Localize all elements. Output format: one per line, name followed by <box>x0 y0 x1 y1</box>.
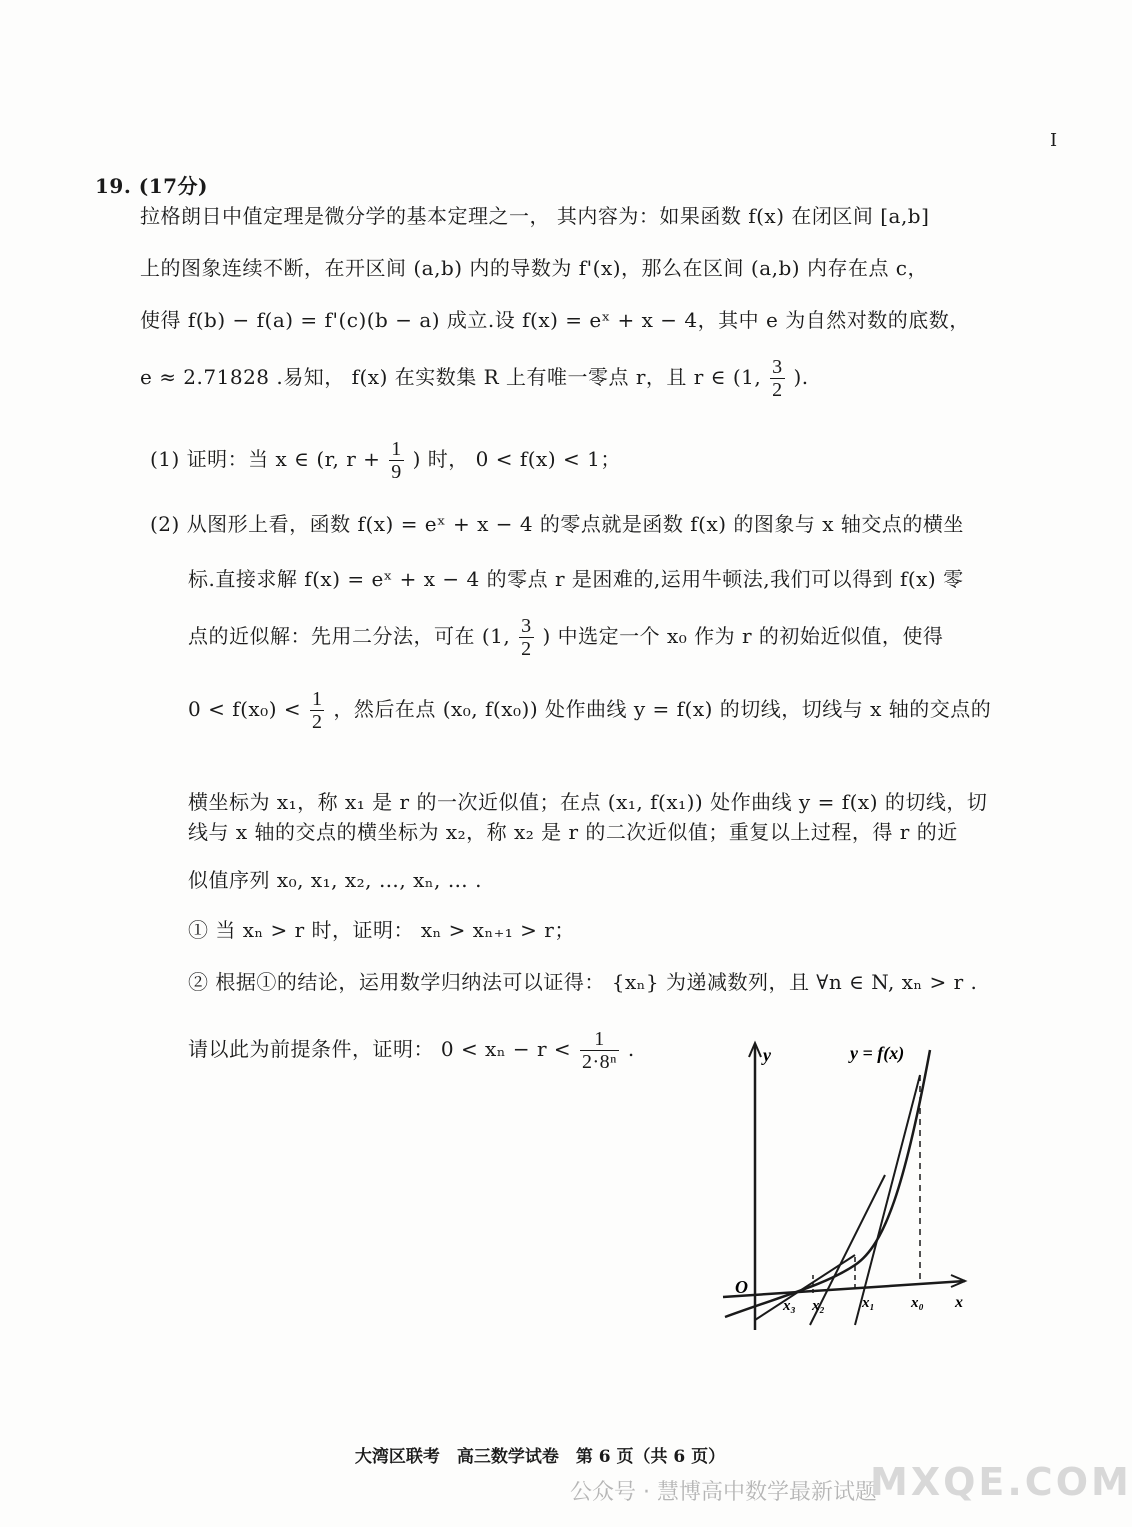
frac-num: 1 <box>311 688 323 710</box>
tangent-at-x2 <box>755 1255 855 1320</box>
final-text-b: . <box>627 1037 635 1061</box>
margin-mark: I <box>1050 130 1058 151</box>
part-2-line-6: 线与 x 轴的交点的横坐标为 x₂，称 x₂ 是 r 的二次近似值；重复以上过程，得 r 的近 <box>188 820 958 844</box>
intro-line-2: 上的图象连续不断，在开区间 (a,b) 内的导数为 f'(x)，那么在区间 (a,b) 内存在点 c， <box>140 256 929 280</box>
fraction-3-2 <box>770 356 785 401</box>
part-1 <box>150 438 621 483</box>
frac-num: 1 <box>580 1028 619 1051</box>
part-2-line-4 <box>188 688 991 733</box>
tangent-at-x0 <box>855 1075 920 1325</box>
sub-question-2: ② 根据①的结论，运用数学归纳法可以证得： {xₙ} 为递减数列，且 ∀n ∈ N, xₙ > r . <box>188 970 978 994</box>
part-2-line-5: 横坐标为 x₁，称 x₁ 是 r 的一次近似值；在点 (x₁, f(x₁)) 处作曲线 y = f(x) 的切线，切 <box>188 790 988 814</box>
intro-line-1: 拉格朗日中值定理是微分学的基本定理之一， 其内容为：如果函数 f(x) 在闭区间 [a,b] <box>140 204 930 228</box>
final-text-a: 请以此为前提条件，证明： 0 < xₙ − r < <box>188 1037 572 1061</box>
intro-line-4 <box>140 356 809 401</box>
problem-header <box>95 170 208 199</box>
part-2-line-3-b: ) 中选定一个 x₀ 作为 r 的初始近似值，使得 <box>542 624 944 648</box>
frac-den: 2·8ⁿ <box>582 1051 617 1073</box>
y-label: y <box>763 1045 771 1065</box>
part-2-line-4-b: ，然后在点 (x₀, f(x₀)) 处作曲线 y = f(x) 的切线，切线与 x 轴的交点的 <box>333 697 992 721</box>
frac-den: 2 <box>521 638 532 660</box>
x1-label: x₁ <box>862 1295 875 1311</box>
x-label: x <box>955 1294 963 1311</box>
frac-num: 3 <box>772 356 783 378</box>
intro-line-4-text: e ≈ 2.71828 .易知， f(x) 在实数集 R 上有唯一零点 r，且 r ∈ (1, <box>140 365 762 389</box>
newton-method-figure <box>715 1035 975 1335</box>
watermark-site: MXQE.COM <box>870 1460 1132 1504</box>
x-axis <box>723 1281 965 1297</box>
frac-den: 2 <box>772 379 783 401</box>
part-2-line-7: 似值序列 x₀, x₁, x₂, …, xₙ, … . <box>188 868 482 892</box>
watermark-text: 公众号 · 慧博高中数学最新试题 <box>570 1480 877 1505</box>
frac-num: 1 <box>391 438 402 460</box>
frac-den: 9 <box>391 461 402 483</box>
fraction-1-2 <box>310 688 325 733</box>
intro-line-4-end: ). <box>793 365 809 389</box>
fraction-3-2-b <box>519 615 534 660</box>
x2-label: x₂ <box>812 1298 825 1314</box>
fraction-1-2-8n <box>580 1028 619 1073</box>
part-1-text-b: ) 时， 0 < f(x) < 1； <box>412 447 621 471</box>
part-2-line-1: (2) 从图形上看，函数 f(x) = eˣ + x − 4 的零点就是函数 f(x) 的图象与 x 轴交点的横坐 <box>150 512 964 536</box>
frac-den: 2 <box>311 711 323 733</box>
intro-line-3: 使得 f(b) − f(a) = f'(c)(b − a) 成立.设 f(x) = eˣ + x − 4，其中 e 为自然对数的底数， <box>140 308 970 332</box>
x0-label: x₀ <box>911 1295 924 1311</box>
x3-label: x₃ <box>783 1298 796 1314</box>
fraction-1-9 <box>389 438 404 483</box>
curve-label: y = f(x) <box>850 1043 905 1063</box>
origin-label: O <box>735 1277 748 1297</box>
final-statement <box>188 1028 635 1073</box>
sub-question-1: ① 当 xₙ > r 时，证明： xₙ > xₙ₊₁ > r； <box>188 918 575 942</box>
problem-points: (17分) <box>138 174 209 198</box>
part-2-line-4-a: 0 < f(x₀) < <box>188 697 302 721</box>
part-2-line-3-a: 点的近似解：先用二分法，可在 (1, <box>188 624 511 648</box>
problem-number: 19. <box>95 174 132 198</box>
part-2-line-3 <box>188 615 943 660</box>
part-1-text-a: (1) 证明：当 x ∈ (r, r + <box>150 447 381 471</box>
page-footer: 大湾区联考 高三数学试卷 第 6 页（共 6 页） <box>354 1447 726 1467</box>
part-2-line-2: 标.直接求解 f(x) = eˣ + x − 4 的零点 r 是困难的,运用牛顿法,我们可以得到 f(x) 零 <box>188 567 964 591</box>
frac-num: 3 <box>521 615 532 637</box>
